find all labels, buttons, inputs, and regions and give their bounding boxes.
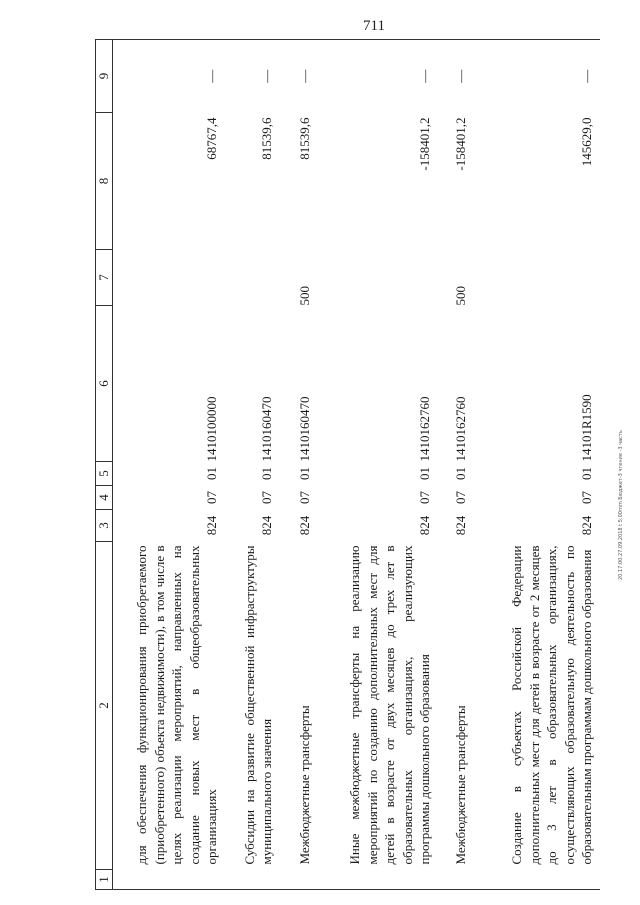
row-description: Иные межбюджетные трансферты на реализацию мероприятий по созданию дополнительных мест для детей в возрасте от двух месяцев до трех лет в образовательных организациях, реализующих программы дошкольного образования	[347, 545, 432, 865]
table-row	[113, 40, 225, 890]
table-row	[280, 40, 318, 890]
table-row	[438, 40, 474, 890]
col-header-9: 9	[96, 40, 113, 113]
row-description: Межбюджетные трансферты	[297, 705, 312, 865]
col-header-6: 6	[96, 306, 113, 462]
cell-target-article: 1410160470	[297, 396, 312, 462]
cell-ministry-code: 824	[453, 515, 468, 536]
col-header-1: 1	[96, 870, 113, 890]
cell-expense-type: 500	[297, 286, 312, 306]
cell-expense-type	[318, 250, 438, 306]
col-header-3: 3	[96, 510, 113, 542]
cell-blank	[113, 870, 225, 890]
cell-dash: —	[438, 40, 474, 113]
row-description: Создание в субъектах Российской Федерации дополнительных мест для детей в возрасте от 2 месяцев до 3 лет в образовательных организациях, осуществляющих образовательную деятельность по образовательным программам дошкольного образования	[509, 545, 594, 865]
col-header-4: 4	[96, 486, 113, 510]
col-header-7: 7	[96, 250, 113, 306]
row-description: Межбюджетные трансферты	[453, 705, 468, 865]
cell-ministry-code: 824	[579, 515, 594, 536]
cell-target-article: 1410162760	[453, 396, 468, 462]
cell-blank	[225, 870, 280, 890]
cell-subsection: 01	[297, 467, 312, 480]
row-description: для обеспечения функционирования приобретаемого (приобретенного) объекта недвижимости), в том числе в целях реализации мероприятий, направленных на создание новых мест в общеобразовательных организациях	[134, 545, 219, 865]
cell-expense-type: 500	[453, 286, 468, 306]
cell-subsection: 01	[204, 467, 219, 480]
cell-blank	[474, 870, 600, 890]
table-row	[225, 40, 280, 890]
cell-subsection: 01	[259, 467, 274, 480]
cell-ministry-code: 824	[259, 515, 274, 536]
cell-section: 07	[579, 491, 594, 504]
cell-section: 07	[417, 491, 432, 504]
table-row	[318, 40, 438, 890]
cell-dash: —	[318, 40, 438, 113]
cell-dash: —	[225, 40, 280, 113]
margin-file-note: 20.17:00.27.09.2018 t 5:00mm Бюджет-3 чтение -3 часть	[618, 430, 624, 580]
col-header-2: 2	[96, 542, 113, 870]
cell-section: 07	[204, 491, 219, 504]
cell-subsection: 01	[417, 467, 432, 480]
cell-section: 07	[259, 491, 274, 504]
cell-amount: 68767,4	[204, 117, 219, 160]
cell-expense-type	[225, 250, 280, 306]
cell-blank	[438, 870, 474, 890]
cell-target-article: 1410162760	[417, 396, 432, 462]
col-header-8: 8	[96, 113, 113, 250]
cell-target-article: 1410160470	[259, 396, 274, 462]
cell-ministry-code: 824	[297, 515, 312, 536]
col-header-5: 5	[96, 462, 113, 486]
cell-expense-type	[113, 250, 225, 306]
cell-dash: —	[113, 40, 225, 113]
budget-table	[95, 39, 600, 890]
cell-subsection: 01	[579, 467, 594, 480]
table-row	[474, 40, 600, 890]
cell-expense-type	[474, 250, 600, 306]
header-row	[96, 40, 113, 890]
cell-amount: 81539,6	[259, 117, 274, 160]
page-number: 711	[363, 18, 385, 34]
cell-dash: —	[474, 40, 600, 113]
cell-section: 07	[453, 491, 468, 504]
cell-subsection: 01	[453, 467, 468, 480]
cell-ministry-code: 824	[417, 515, 432, 536]
cell-section: 07	[297, 491, 312, 504]
budget-table-rotated	[95, 40, 594, 890]
cell-ministry-code: 824	[204, 515, 219, 536]
cell-dash: —	[280, 40, 318, 113]
cell-blank	[318, 870, 438, 890]
cell-target-article: 14101R1590	[579, 394, 594, 462]
cell-target-article: 1410100000	[204, 396, 219, 462]
row-description: Субсидии на развитие общественной инфраструктуры муниципального значения	[241, 545, 274, 865]
cell-amount: 145629,0	[579, 117, 594, 167]
cell-amount: -158401,2	[453, 117, 468, 171]
cell-amount: 81539,6	[297, 117, 312, 160]
cell-amount: -158401,2	[417, 117, 432, 171]
cell-blank	[280, 870, 318, 890]
